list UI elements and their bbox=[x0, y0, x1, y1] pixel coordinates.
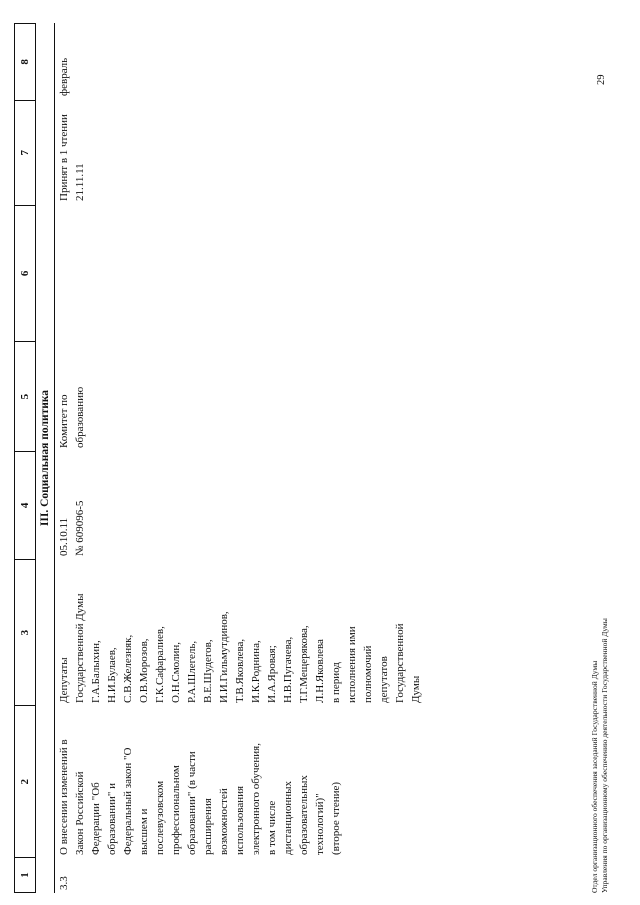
introduction-date-and-number: 05.10.11 № 609096-5 bbox=[58, 500, 86, 556]
column-number-1: 1 bbox=[15, 857, 35, 892]
column-number-4: 4 bbox=[15, 451, 35, 559]
column-number-8: 8 bbox=[19, 59, 31, 65]
footer-line: Управления по организационному обеспечению деятельности Государственной Думы bbox=[600, 618, 609, 893]
responsible-committee: Комитет по образованию bbox=[58, 386, 86, 448]
column-6-value bbox=[56, 204, 424, 341]
section-title: III. Социальная политика bbox=[39, 389, 51, 527]
column-number-3: 3 bbox=[15, 559, 35, 706]
bill-status: Принят в 1 чтении 21.11.11 bbox=[58, 114, 86, 201]
column-number-2: 2 bbox=[15, 705, 35, 857]
section-divider bbox=[54, 23, 55, 893]
footer-line: Отдел организационного обеспечения заседаний Государственной Думы bbox=[590, 660, 599, 893]
bill-authors: Депутаты Государственной Думы Г.А.Балыхин, Н.И.Булаев, С.В.Железняк, О.В.Морозов, Г.К.Сафаралиев, О.Н.Смолин, Р.А.Шлегель, В.Е.Шудегов, И.И.Гильмутдинов, Т.В.Яковлева, И.К.Роднина, И.А.Яровая; Н.В.Пугачева, Т.Г.Мещерякова, Л.Н.Яковлева в период исполнения ими полномочий депутатов Государственной Думы bbox=[58, 593, 422, 703]
table-row bbox=[56, 23, 424, 893]
column-number-7: 7 bbox=[15, 100, 35, 205]
column-number-5: 5 bbox=[15, 341, 35, 451]
document-page bbox=[14, 13, 624, 893]
row-number: 3.3 bbox=[58, 876, 70, 890]
planned-month: февраль bbox=[58, 57, 70, 96]
column-number-6: 6 bbox=[15, 205, 35, 342]
bill-title: О внесении изменений в Закон Российской Федерации "Об образовании" и Федеральный закон "О высшем и послевузовском профессиональном образовании" (в части расширения возможностей использования электронного обучения, в том числе дистанционных образовательных технологий)" (второе чтение) bbox=[58, 739, 342, 855]
column-number-header bbox=[14, 23, 36, 893]
page-number: 29 bbox=[596, 74, 607, 85]
footer-department bbox=[590, 13, 610, 893]
